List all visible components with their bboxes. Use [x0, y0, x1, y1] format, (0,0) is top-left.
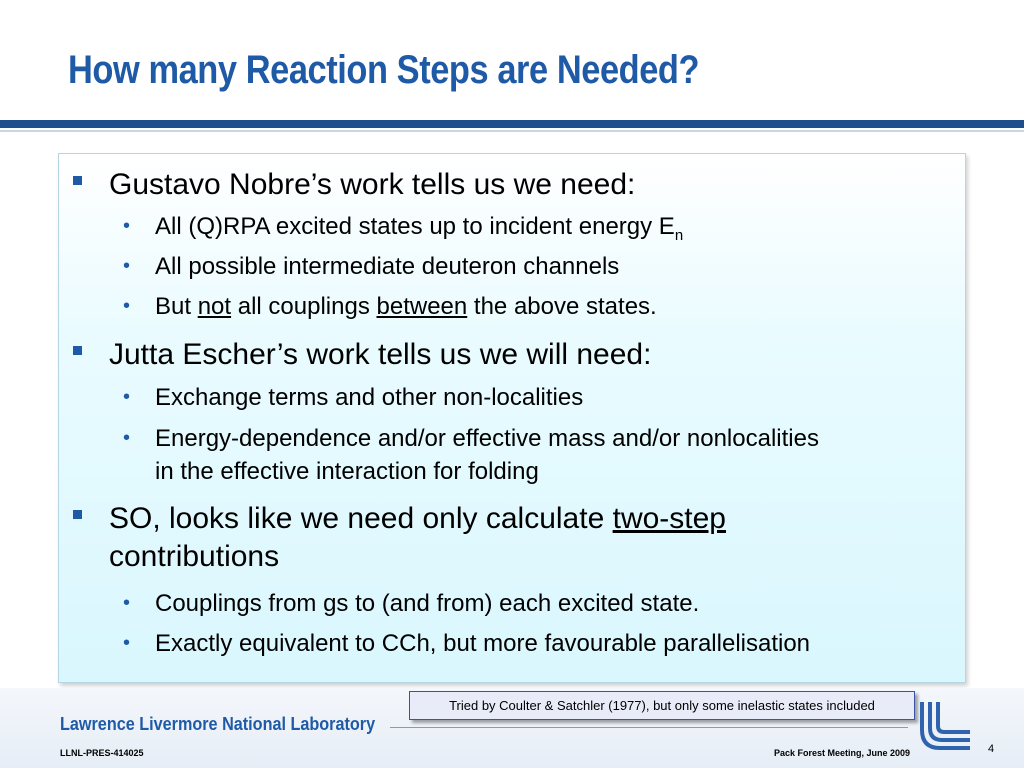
underlined-two-step: two-step — [612, 502, 726, 535]
text-part: the above states. — [467, 293, 657, 320]
content-box — [58, 153, 966, 683]
bullet-1-sub-2-text: All possible intermediate deuteron channels — [155, 253, 620, 280]
dot-bullet-icon: • — [123, 632, 131, 654]
bullet-2-sub-2-line-1: Energy-dependence and/or effective mass and/or nonlocalities — [155, 425, 819, 452]
bullet-3-line-2: contributions — [109, 540, 280, 573]
bullet-1-sub-1-text: All (Q)RPA excited states up to incident energy E — [155, 213, 675, 240]
page-number: 4 — [988, 743, 995, 755]
bullet-3-sub-2-text: Exactly equivalent to CCh, but more favourable parallelisation — [155, 630, 811, 657]
text-part: But — [155, 293, 198, 320]
title-divider — [0, 120, 1024, 128]
bullet-2-text: Jutta Escher’s work tells us we will need: — [109, 338, 652, 371]
dot-bullet-icon: • — [123, 295, 131, 317]
meeting-info: Pack Forest Meeting, June 2009 — [773, 748, 910, 758]
slide-title: How many Reaction Steps are Needed? — [68, 48, 700, 92]
document-id: LLNL-PRES-414025 — [60, 748, 144, 758]
dot-bullet-icon: • — [123, 427, 131, 449]
title-divider-thin — [0, 130, 1024, 132]
bullet-3-sub-1-text: Couplings from gs to (and from) each excited state. — [155, 590, 700, 617]
lab-name: Lawrence Livermore National Laboratory — [60, 714, 376, 734]
square-bullet-icon — [73, 346, 82, 355]
dot-bullet-icon: • — [123, 215, 131, 237]
text-part: all couplings — [231, 293, 377, 320]
square-bullet-icon — [73, 176, 82, 185]
bullet-2-sub-1-text: Exchange terms and other non-localities — [155, 384, 584, 411]
bullet-2-sub-2-line-2: in the effective interaction for folding — [155, 458, 539, 485]
dot-bullet-icon: • — [123, 592, 131, 614]
square-bullet-icon — [73, 510, 82, 519]
llnl-logo-icon — [918, 700, 974, 752]
dot-bullet-icon: • — [123, 255, 131, 277]
text-part: SO, looks like we need only calculate — [109, 502, 613, 535]
footer-divider — [390, 727, 908, 728]
underlined-not: not — [197, 293, 232, 320]
callout-note: Tried by Coulter & Satchler (1977), but only some inelastic states included — [409, 691, 915, 720]
bullet-1-text: Gustavo Nobre’s work tells us we need: — [109, 168, 636, 201]
dot-bullet-icon: • — [123, 386, 131, 408]
underlined-between: between — [376, 293, 468, 320]
energy-subscript: n — [674, 227, 684, 244]
